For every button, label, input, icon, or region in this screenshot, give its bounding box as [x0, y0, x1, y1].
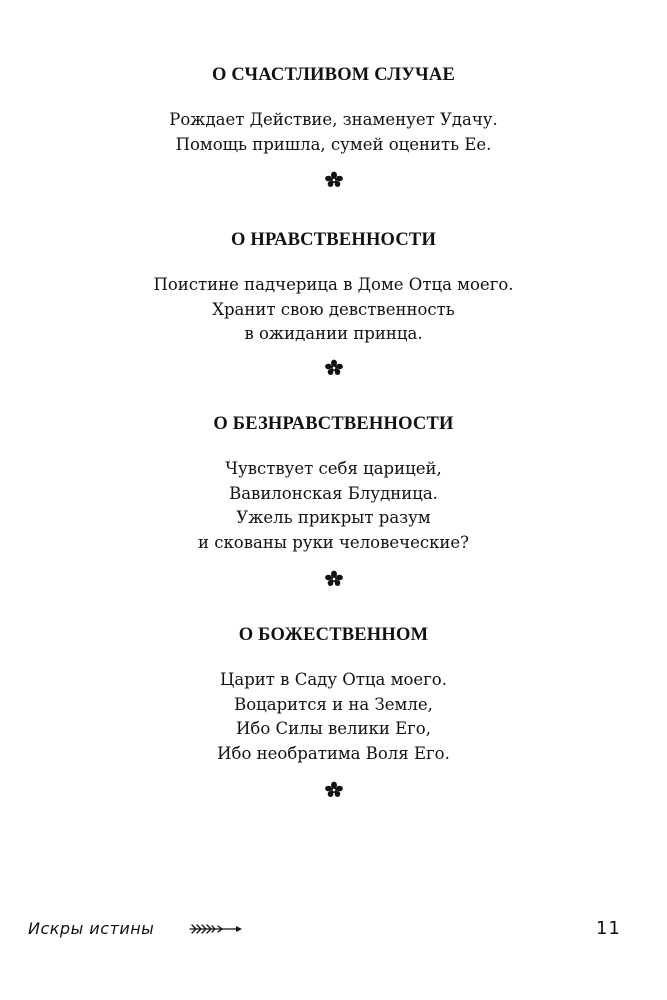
verse-line: Рождает Действие, знаменует Удачу.	[169, 110, 498, 129]
flower-ornament-icon	[0, 568, 667, 588]
verse	[0, 108, 667, 157]
verse-line: Вавилонская Блудница.	[229, 483, 438, 503]
verse-line: Воцарится и на Земле,	[234, 694, 433, 714]
verse	[0, 457, 667, 555]
verse-line: Помощь пришла, сумей оценить Ее.	[175, 134, 492, 154]
flower-ornament-icon	[0, 357, 667, 377]
verse-line: Чувствует себя царицей,	[225, 459, 442, 478]
verse-line: Хранит свою девственность	[212, 299, 455, 319]
section-immorality	[0, 412, 667, 555]
flower-ornament-icon	[0, 169, 667, 189]
verse-line: в ожидании принца.	[244, 324, 423, 343]
verse	[0, 668, 667, 766]
arrow-flourish-icon	[188, 921, 244, 941]
section-lucky-chance	[0, 63, 667, 157]
section-heading: О СЧАСТЛИВОМ СЛУЧАЕ	[211, 65, 456, 85]
book-title: Искры истины	[28, 919, 155, 938]
section-divine	[0, 623, 667, 766]
verse-line: Ибо Силы велики Его,	[236, 719, 431, 738]
verse-line: Царит в Саду Отца моего.	[220, 670, 447, 689]
section-morality	[0, 228, 667, 347]
section-heading: О БЕЗНРАВСТВЕННОСТИ	[213, 414, 454, 434]
verse-line: Ужель прикрыт разум	[236, 508, 431, 527]
verse	[0, 273, 667, 347]
flower-ornament-icon	[0, 779, 667, 799]
section-heading: О БОЖЕСТВЕННОМ	[238, 625, 429, 645]
section-heading: О НРАВСТВЕННОСТИ	[230, 230, 437, 250]
verse-line: Поистине падчерица в Доме Отца моего.	[153, 275, 514, 294]
verse-line: и скованы руки человеческие?	[197, 532, 470, 552]
page-number: 11	[596, 918, 621, 939]
verse-line: Ибо необратима Воля Его.	[217, 743, 450, 763]
